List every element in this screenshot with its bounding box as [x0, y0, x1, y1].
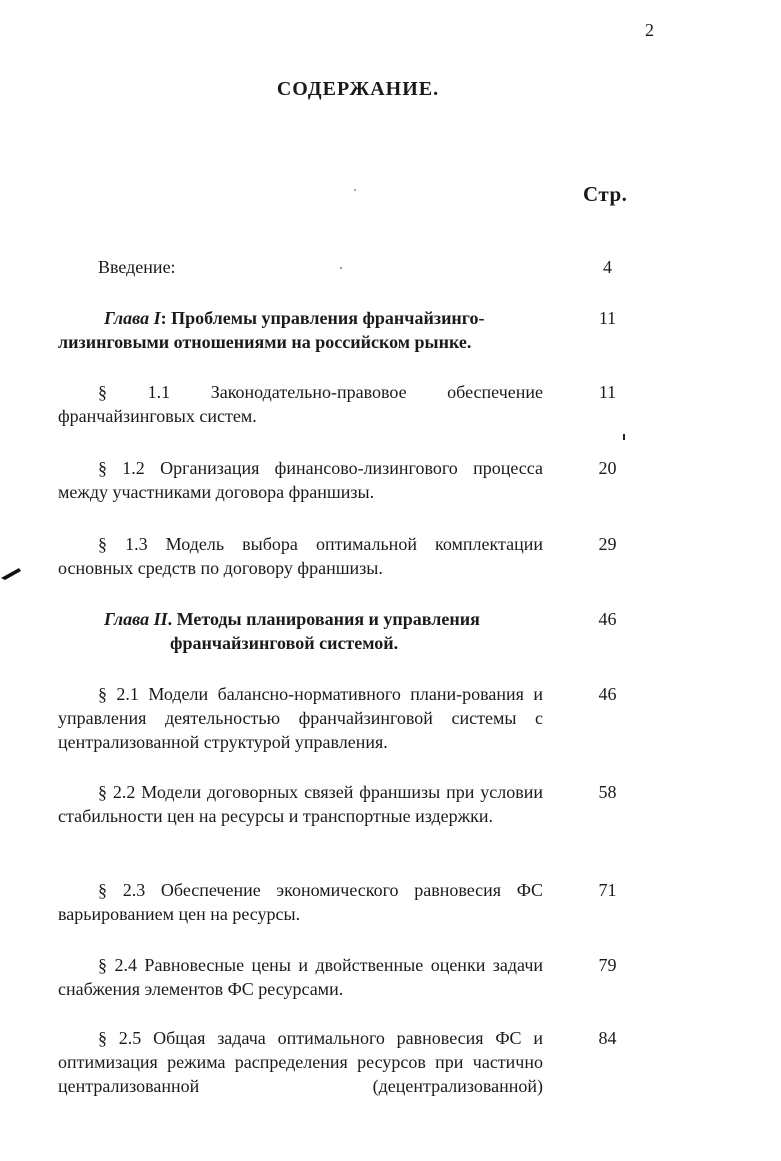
toc-page-1-3: 29 — [598, 534, 617, 554]
toc-entry-text: § 1.2 Организация финансово-лизингового процесса между участниками договора франшизы. — [58, 458, 543, 502]
toc-entry-text: § 2.2 Модели договорных связей франшизы при условии стабильности цен на ресурсы и транспортные издержки. — [58, 782, 543, 826]
toc-entry-text: § 1.1 Законодательно-правовое обеспечение франчайзинговых систем. — [58, 382, 543, 426]
chapter-title: . Методы планирования и управления — [167, 609, 480, 629]
toc-entry-2-2 — [58, 780, 543, 828]
toc-entry-1-2 — [58, 456, 543, 504]
toc-page-2-1: 46 — [598, 684, 617, 704]
toc-chapter-2 — [104, 607, 544, 631]
toc-page-2-3: 71 — [598, 880, 617, 900]
page-column-header: Стр. — [583, 182, 628, 206]
toc-page-2-2: 58 — [598, 782, 617, 802]
toc-chapter-2-line2 — [170, 631, 550, 655]
toc-page-intro: 4 — [603, 257, 612, 277]
toc-entry-2-4 — [58, 953, 543, 1001]
toc-chapter-1 — [58, 306, 543, 354]
scan-speck — [354, 189, 356, 191]
chapter-label: Глава II — [104, 609, 168, 629]
scan-speck — [623, 434, 625, 440]
toc-entry-1-1 — [58, 380, 543, 428]
toc-entry-text: § 2.1 Модели балансно-нормативного плани-рования и управления деятельностью франчайзинговой системы с централизованной структурой управления. — [58, 684, 543, 752]
toc-page-1-2: 20 — [598, 458, 617, 478]
toc-page-2-5: 84 — [598, 1028, 617, 1048]
toc-entry-text: Введение: — [98, 257, 176, 277]
toc-page-2-4: 79 — [598, 955, 617, 975]
toc-entry-2-3 — [58, 878, 543, 926]
toc-page-1-1: 11 — [598, 382, 617, 402]
toc-page-chapter-2: 46 — [598, 609, 617, 629]
toc-entry-text: § 2.5 Общая задача оптимального равновесия ФС и оптимизация режима распределения ресурсов при частично централизованной (децентрализованной) — [58, 1028, 543, 1096]
chapter-title-cont: франчайзинговой системой. — [170, 633, 399, 653]
page-title: СОДЕРЖАНИЕ. — [276, 78, 440, 100]
toc-entry-2-1 — [58, 682, 543, 754]
toc-entry-2-5 — [58, 1026, 543, 1098]
scan-mark — [0, 562, 22, 582]
toc-entry-text: § 2.4 Равновесные цены и двойственные оценки задачи снабжения элементов ФС ресурсами. — [58, 955, 543, 999]
toc-entry-text: § 1.3 Модель выбора оптимальной комплектации основных средств по договору франшизы. — [58, 534, 543, 578]
toc-entry-1-3 — [58, 532, 543, 580]
chapter-title: : Проблемы управления франчайзинго-лизинговыми отношениями на российском рынке. — [58, 308, 485, 352]
toc-page-chapter-1: 11 — [598, 308, 617, 328]
toc-entry-text: § 2.3 Обеспечение экономического равновесия ФС варьированием цен на ресурсы. — [58, 880, 543, 924]
chapter-label: Глава I — [104, 308, 161, 328]
page-number: 2 — [645, 20, 654, 40]
scan-speck — [340, 267, 342, 269]
toc-entry-intro — [98, 255, 398, 279]
